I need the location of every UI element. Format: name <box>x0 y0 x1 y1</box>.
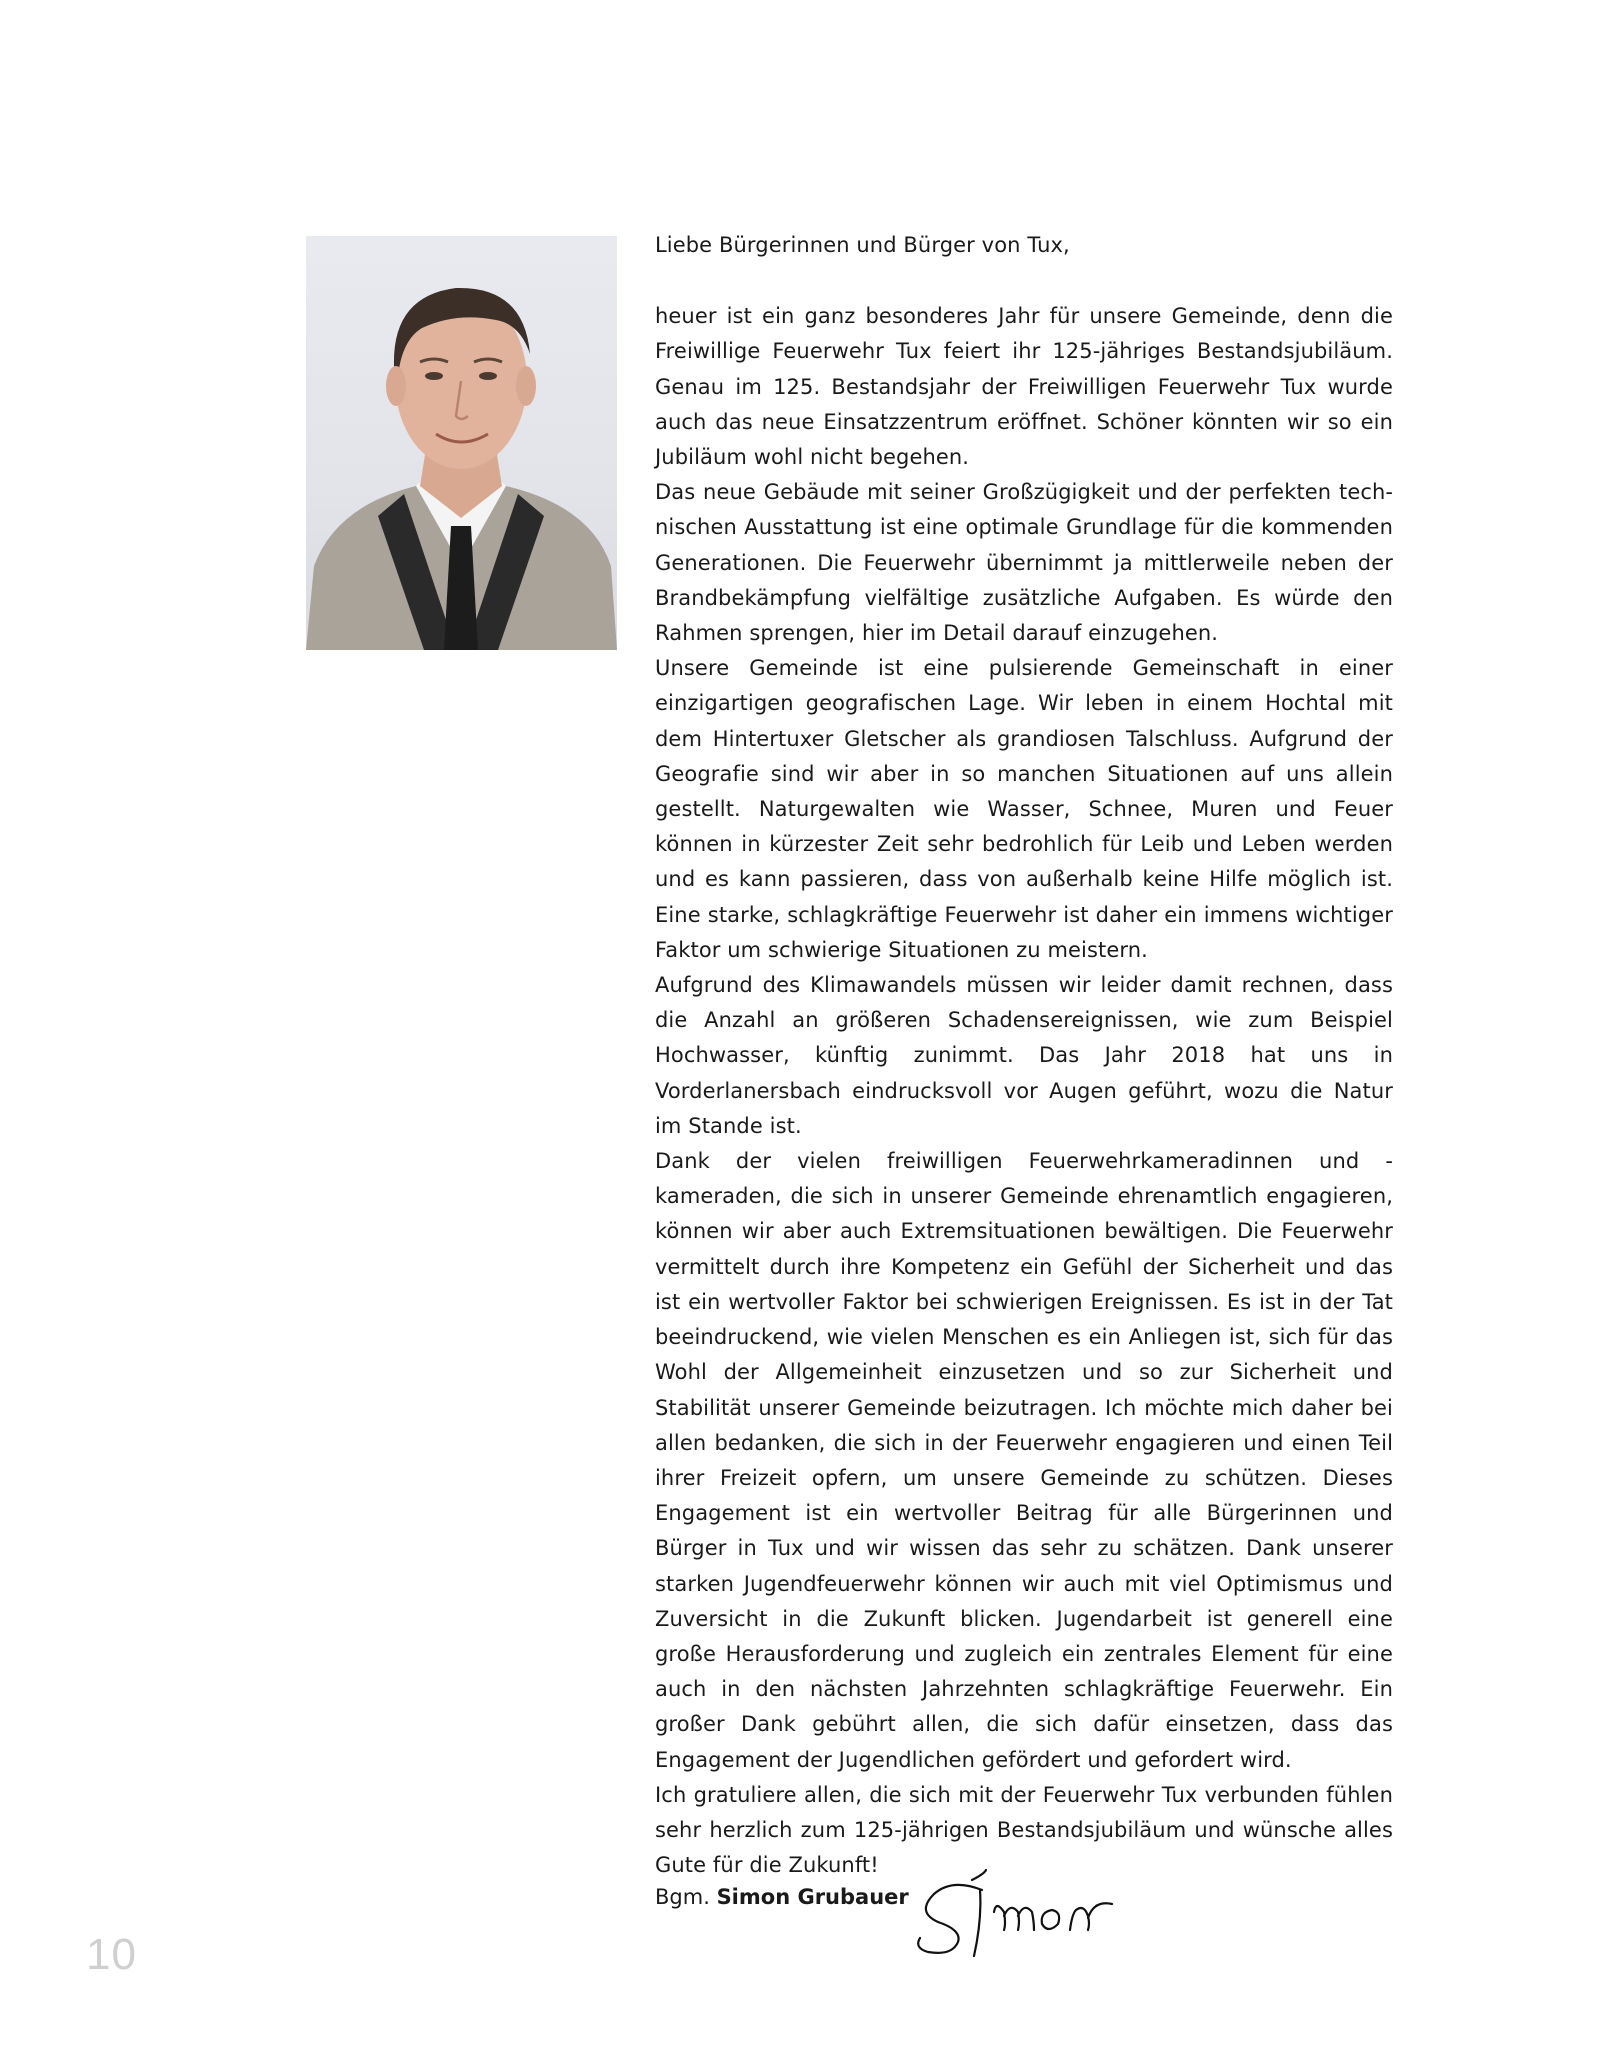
signoff <box>655 1882 909 1912</box>
letter-paragraph: heuer ist ein ganz besonderes Jahr für unsere Gemeinde, denn die Freiwillige Feuerwehr Tux feiert ihr 125-jähriges Bestandsjubiläum. Genau im 125. Bestandsjahr der Freiwilligen Feuerwehr Tux wurde auch das neue Einsatzzentrum eröffnet. Schöner könnten wir so ein Jubiläum wohl nicht begehen. <box>655 304 1393 470</box>
handwritten-signature <box>912 1860 1134 1960</box>
letter-paragraph: Dank der vielen freiwilligen Feuerwehrkameradinnen und -kameraden, die sich in unserer Gemeinde ehrenamtlich engagieren, können wir aber auch Extremsituationen bewältigen. Die Feuerwehr vermittelt durch ihre Kompetenz ein Gefühl der Sicherheit und das ist ein wertvoller Faktor bei schwierigen Ereignissen. Es ist in der Tat beeindruckend, wie vielen Menschen es ein Anliegen ist, sich für das Wohl der Allgemeinheit einzusetzen und so zur Sicherheit und Stabilität unserer Gemeinde beizutragen. Ich möchte mich daher bei allen bedanken, die sich in der Feuerwehr engagieren und einen Teil ihrer Freizeit opfern, um unsere Gemeinde zu schützen. Dieses Engagement ist ein wertvoller Beitrag für alle Bürgerinnen und Bürger in Tux und wir wissen das sehr zu schätzen. Dank unserer starken Jugendfeuerwehr können wir auch mit viel Optimismus und Zuversicht in die Zukunft blicken. Jugendarbeit ist generell eine große Herausforderung und zugleich ein zentrales Element für eine auch in den nächsten Jahrzehnten schlagkräftige Feuerwehr. Ein großer Dank gebührt allen, die sich dafür einsetzen, dass das Engagement der Jugendlichen gefördert und gefordert wird. <box>655 1149 1393 1772</box>
letter-paragraph: Ich gratuliere allen, die sich mit der Feuerwehr Tux verbunden fühlen sehr herzlich zum 125-jährigen Bestandsjubiläum und wünsche alles Gute für die Zukunft! <box>655 1782 1393 1878</box>
letter-paragraph: Unsere Gemeinde ist eine pulsierende Gemeinschaft in einer einzigartigen geografischen Lage. Wir leben in einem Hochtal mit dem Hintertuxer Gletscher als grandiosen Talschluss. Aufgrund der Geografie sind wir aber in so manchen Situationen auf uns allein gestellt. Naturgewalten wie Wasser, Schnee, Muren und Feuer können in kürzester Zeit sehr bedrohlich für Leib und Leben werden und es kann passieren, dass von außerhalb keine Hilfe möglich ist. Eine starke, schlagkräftige Feuerwehr ist daher ein immens wichtiger Faktor um schwierige Situationen zu meistern. <box>655 656 1393 962</box>
signoff-name: Simon Grubauer <box>716 1885 909 1909</box>
author-portrait <box>306 236 617 650</box>
letter-greeting: Liebe Bürgerinnen und Bürger von Tux, <box>655 233 1070 257</box>
letter-paragraph: Das neue Gebäude mit seiner Großzügigkeit und der perfekten technischen Ausstattung ist eine optimale Grundlage für die kommenden Generationen. Die Feuerwehr übernimmt ja mittlerweile neben der Brandbekämpfung vielfältige zusätzliche Aufgaben. Es würde den Rahmen sprengen, hier im Detail darauf einzugehen. <box>655 480 1393 646</box>
letter-body <box>655 228 1393 1883</box>
letter-paragraph: Aufgrund des Klimawandels müssen wir leider damit rechnen, dass die Anzahl an größeren Schadensereignissen, wie zum Beispiel Hochwasser, künftig zunimmt. Das Jahr 2018 hat uns in Vorderlanersbach eindrucksvoll vor Augen geführt, wozu die Natur im Stande ist. <box>655 973 1393 1138</box>
page-number: 10 <box>86 1930 137 1979</box>
signoff-title: Bgm. <box>655 1885 710 1909</box>
